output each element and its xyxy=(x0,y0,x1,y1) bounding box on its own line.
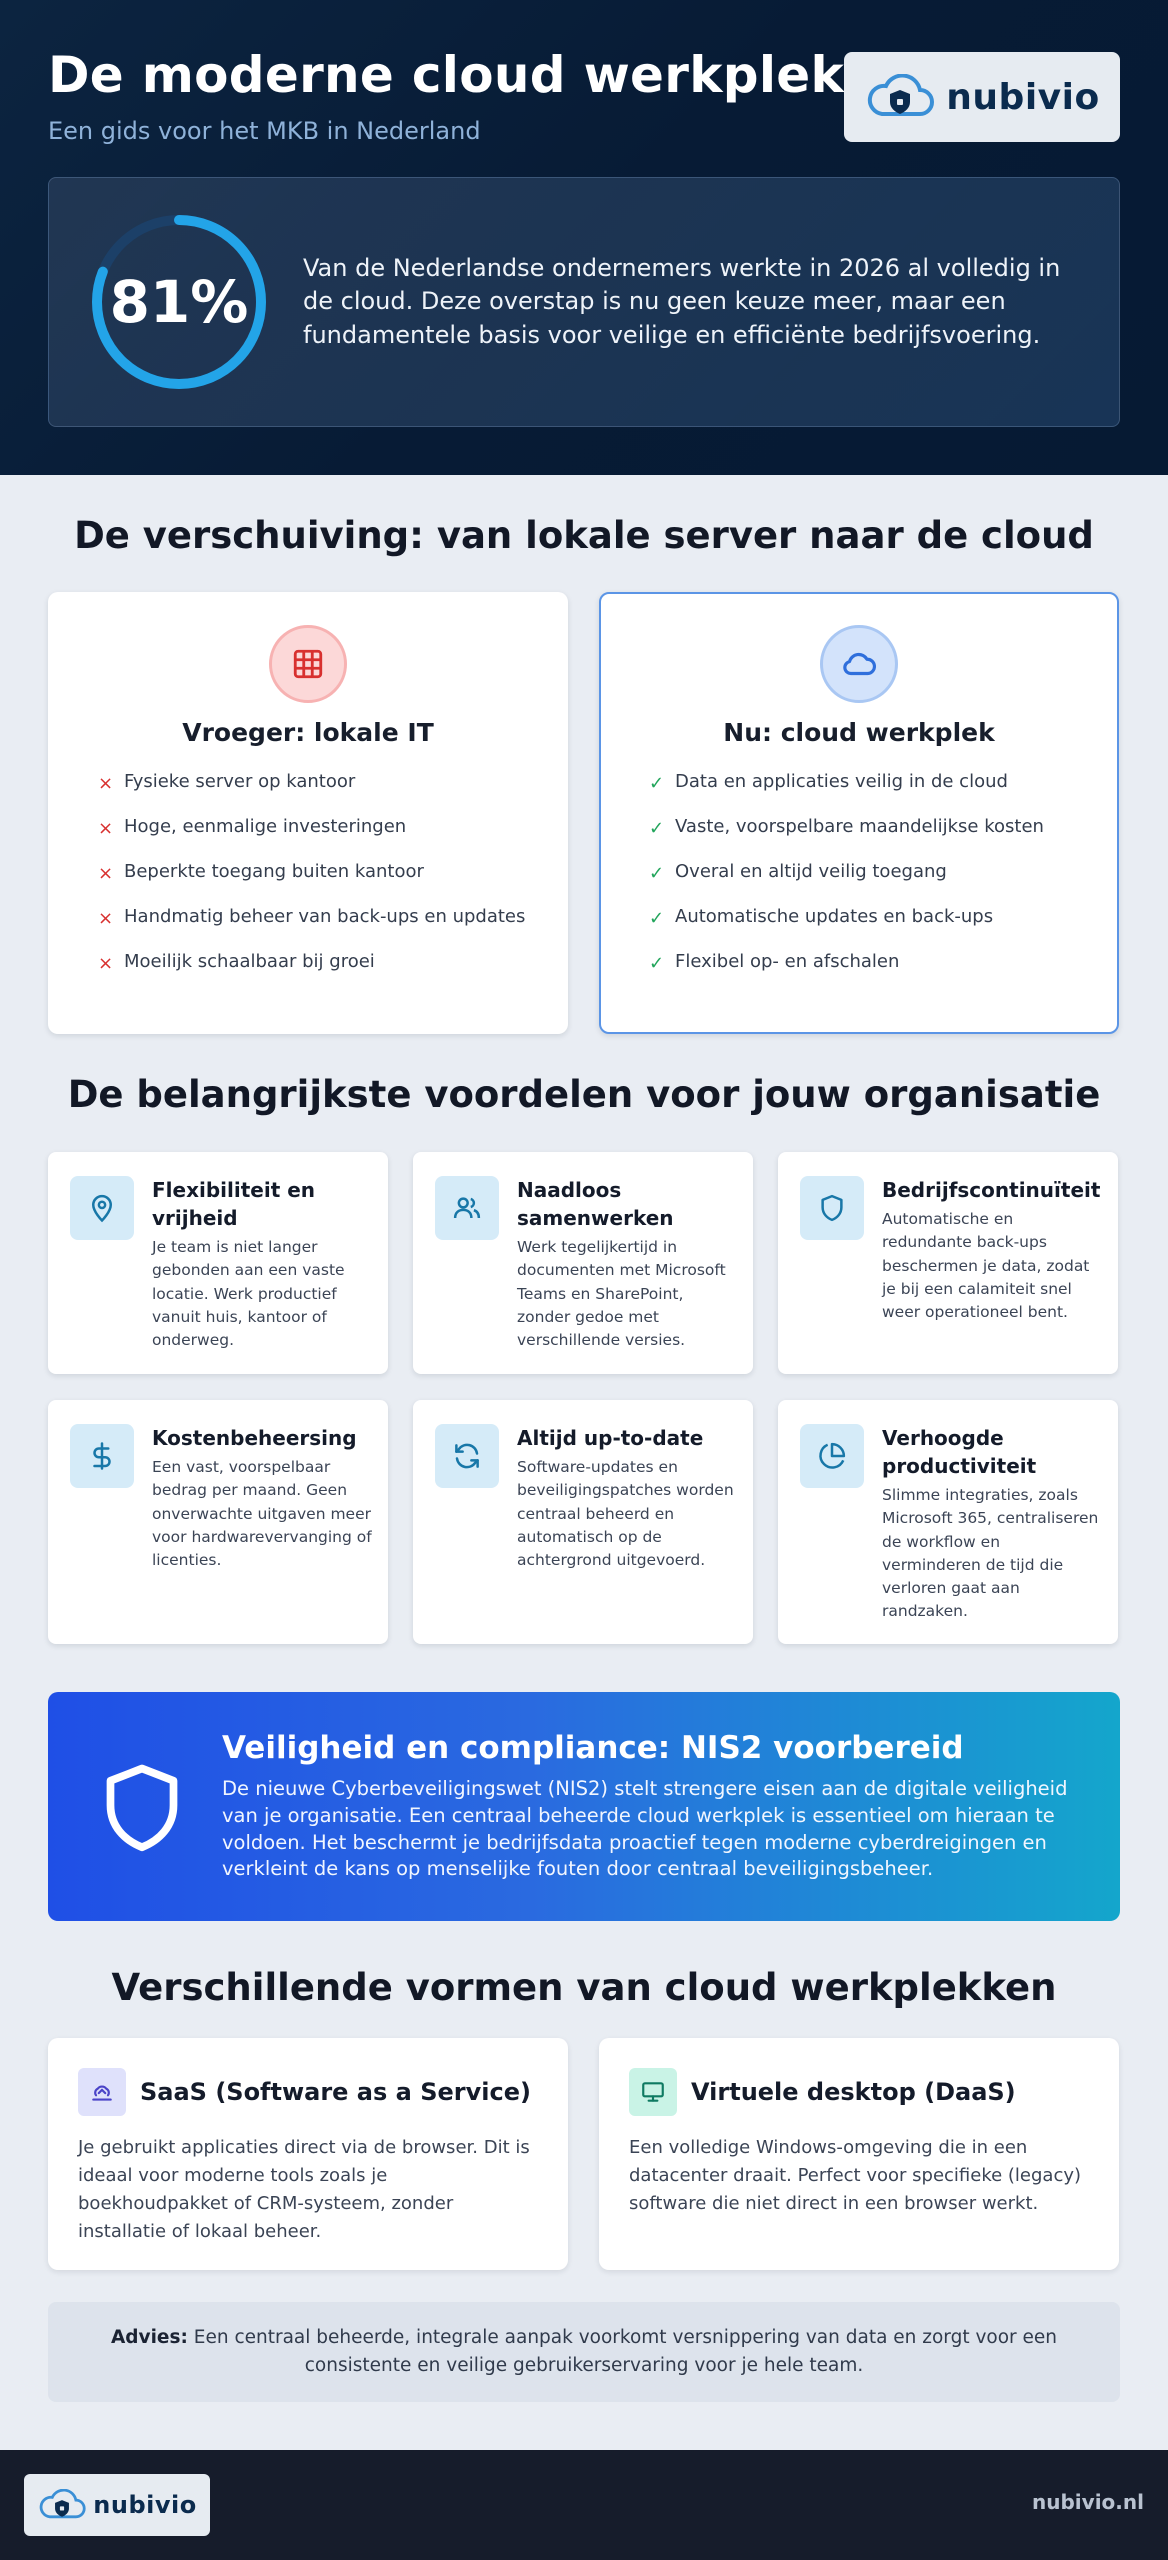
server-grid-icon xyxy=(269,625,347,703)
benefit-title: Kostenbeheersing xyxy=(152,1426,357,1450)
page-subtitle: Een gids voor het MKB in Nederland xyxy=(48,117,481,145)
benefit-text: Je team is niet langer gebonden aan een vaste locatie. Werk productief vanuit huis, kantoor of onderweg. xyxy=(152,1238,345,1349)
now-list xyxy=(649,771,1117,996)
users-icon xyxy=(435,1176,499,1240)
stat-value: 81% xyxy=(109,268,249,336)
stat-card xyxy=(48,177,1120,427)
list-item-text: Fysieke server op kantoor xyxy=(124,771,356,792)
saas-title: SaaS (Software as a Service) xyxy=(140,2078,531,2106)
cloud-shield-logo-icon xyxy=(864,74,936,120)
benefit-text: Werk tegelijkertijd in documenten met Microsoft Teams en SharePoint, zonder gedoe met verschillende versies. xyxy=(517,1238,726,1349)
daas-text: Een volledige Windows-omgeving die in een datacenter draait. Perfect voor specifieke (legacy) software die niet direct in een browser werkt. xyxy=(629,2137,1082,2214)
check-icon: ✓ xyxy=(649,818,665,839)
cross-icon: × xyxy=(98,773,114,794)
list-item-text: Moeilijk schaalbaar bij groei xyxy=(124,951,375,972)
nis2-title: Veiligheid en compliance: NIS2 voorbereid xyxy=(222,1729,964,1766)
nis2-banner xyxy=(48,1692,1120,1921)
cloud-shield-logo-icon xyxy=(37,2489,87,2521)
advice-body: Een centraal beheerde, integrale aanpak voorkomt versnippering van data en zorgt voor een consistente en veilige gebruikerservaring voor je hele team. xyxy=(187,2327,1058,2376)
benefit-card xyxy=(778,1400,1118,1644)
daas-title: Virtuele desktop (DaaS) xyxy=(691,2078,1016,2106)
benefit-title: Verhoogde productiviteit xyxy=(882,1426,1037,1478)
cross-icon: × xyxy=(98,863,114,884)
dollar-icon xyxy=(70,1424,134,1488)
list-item-text: Beperkte toegang buiten kantoor xyxy=(124,861,424,882)
brand-logo xyxy=(844,52,1120,142)
advice-box xyxy=(48,2302,1120,2402)
stat-ring xyxy=(87,210,271,394)
benefits-section-title: De belangrijkste voordelen voor jouw organisatie xyxy=(67,1073,1101,1116)
before-list xyxy=(98,771,566,996)
page-title: De moderne cloud werkplek xyxy=(48,46,845,104)
stat-description: Van de Nederlandse ondernemers werkte in 2026 al volledig in de cloud. Deze overstap is nu geen keuze meer, maar een fundamentele basis voor veilige en efficiënte bedrijfsvoering. xyxy=(303,254,1061,349)
benefit-title: Bedrijfscontinuïteit xyxy=(882,1178,1101,1202)
refresh-icon xyxy=(435,1424,499,1488)
shift-section-title: De verschuiving: van lokale server naar de cloud xyxy=(74,514,1094,557)
benefit-title: Flexibiliteit en vrijheid xyxy=(152,1178,316,1230)
forms-section-title: Verschillende vormen van cloud werkplekken xyxy=(111,1966,1057,2009)
benefit-card xyxy=(778,1152,1118,1374)
list-item xyxy=(98,816,566,861)
list-item-text: Vaste, voorspelbare maandelijkse kosten xyxy=(675,816,1044,837)
list-item xyxy=(649,906,1117,951)
footer-website-link[interactable]: nubivio.nl xyxy=(1032,2490,1144,2514)
list-item-text: Hoge, eenmalige investeringen xyxy=(124,816,407,837)
cross-icon: × xyxy=(98,953,114,974)
list-item-text: Handmatig beheer van back-ups en updates xyxy=(124,906,526,927)
list-item xyxy=(98,906,566,951)
list-item xyxy=(98,951,566,996)
list-item-text: Overal en altijd veilig toegang xyxy=(675,861,947,882)
benefit-text: Slimme integraties, zoals Microsoft 365, centraliseren de workflow en verminderen de tijd die verloren gaat aan randzaken. xyxy=(882,1486,1099,1621)
cross-icon: × xyxy=(98,908,114,929)
benefit-card xyxy=(48,1152,388,1374)
benefit-card xyxy=(413,1400,753,1644)
check-icon: ✓ xyxy=(649,908,665,929)
footer xyxy=(0,2450,1168,2560)
now-card xyxy=(599,592,1119,1034)
daas-card xyxy=(599,2038,1119,2270)
benefit-title: Naadloos samenwerken xyxy=(517,1178,674,1230)
monitor-icon xyxy=(629,2068,677,2116)
footer-logo[interactable] xyxy=(24,2474,210,2536)
cross-icon: × xyxy=(98,818,114,839)
check-icon: ✓ xyxy=(649,773,665,794)
list-item-text: Flexibel op- en afschalen xyxy=(675,951,900,972)
advice-label: Advies: xyxy=(110,2327,188,2349)
before-title: Vroeger: lokale IT xyxy=(182,718,434,747)
benefit-text: Automatische en redundante back-ups beschermen je data, zodat je bij een calamiteit snel weer operationeel bent. xyxy=(882,1210,1090,1321)
list-item xyxy=(649,951,1117,996)
list-item xyxy=(98,861,566,906)
list-item-text: Data en applicaties veilig in de cloud xyxy=(675,771,1008,792)
benefit-title: Altijd up-to-date xyxy=(517,1426,704,1450)
advice-text xyxy=(88,2324,1080,2380)
benefit-text: Software-updates en beveiligingspatches worden centraal beheerd en automatisch op de achtergrond uitgevoerd. xyxy=(517,1458,734,1569)
saas-text: Je gebruikt applicaties direct via de browser. Dit is ideaal voor moderne tools zoals je boekhoudpakket of CRM-systeem, zonder installatie of lokaal beheer. xyxy=(78,2137,530,2242)
list-item xyxy=(98,771,566,816)
benefit-card xyxy=(413,1152,753,1374)
cloud-icon xyxy=(820,625,898,703)
nis2-text: De nieuwe Cyberbeveiligingswet (NIS2) stelt strengere eisen aan de digitale veiligheid van je organisatie. Een centraal beheerde cloud werkplek is essentieel om hieraan te voldoen. Het beschermt je bedrijfsdata proactief tegen moderne cyberdreigingen en verkleint de kans op menselijke fouten door centraal beveiligingsbeheer. xyxy=(222,1776,1068,1881)
saas-card xyxy=(48,2038,568,2270)
footer-logo-text: nubivio xyxy=(93,2491,197,2519)
list-item xyxy=(649,771,1117,816)
before-card xyxy=(48,592,568,1034)
brand-logo-text: nubivio xyxy=(946,76,1100,118)
check-icon: ✓ xyxy=(649,863,665,884)
list-item-text: Automatische updates en back-ups xyxy=(675,906,994,927)
list-item xyxy=(649,861,1117,906)
shield-icon xyxy=(62,1761,222,1853)
benefit-card xyxy=(48,1400,388,1644)
now-title: Nu: cloud werkplek xyxy=(723,718,995,747)
hero-section xyxy=(0,0,1168,475)
check-icon: ✓ xyxy=(649,953,665,974)
pie-chart-icon xyxy=(800,1424,864,1488)
map-pin-icon xyxy=(70,1176,134,1240)
list-item xyxy=(649,816,1117,861)
benefit-text: Een vast, voorspelbaar bedrag per maand. Geen onverwachte uitgaven meer voor hardwarevervanging of licenties. xyxy=(152,1458,372,1569)
shield-icon xyxy=(800,1176,864,1240)
cloud-upload-icon xyxy=(78,2068,126,2116)
